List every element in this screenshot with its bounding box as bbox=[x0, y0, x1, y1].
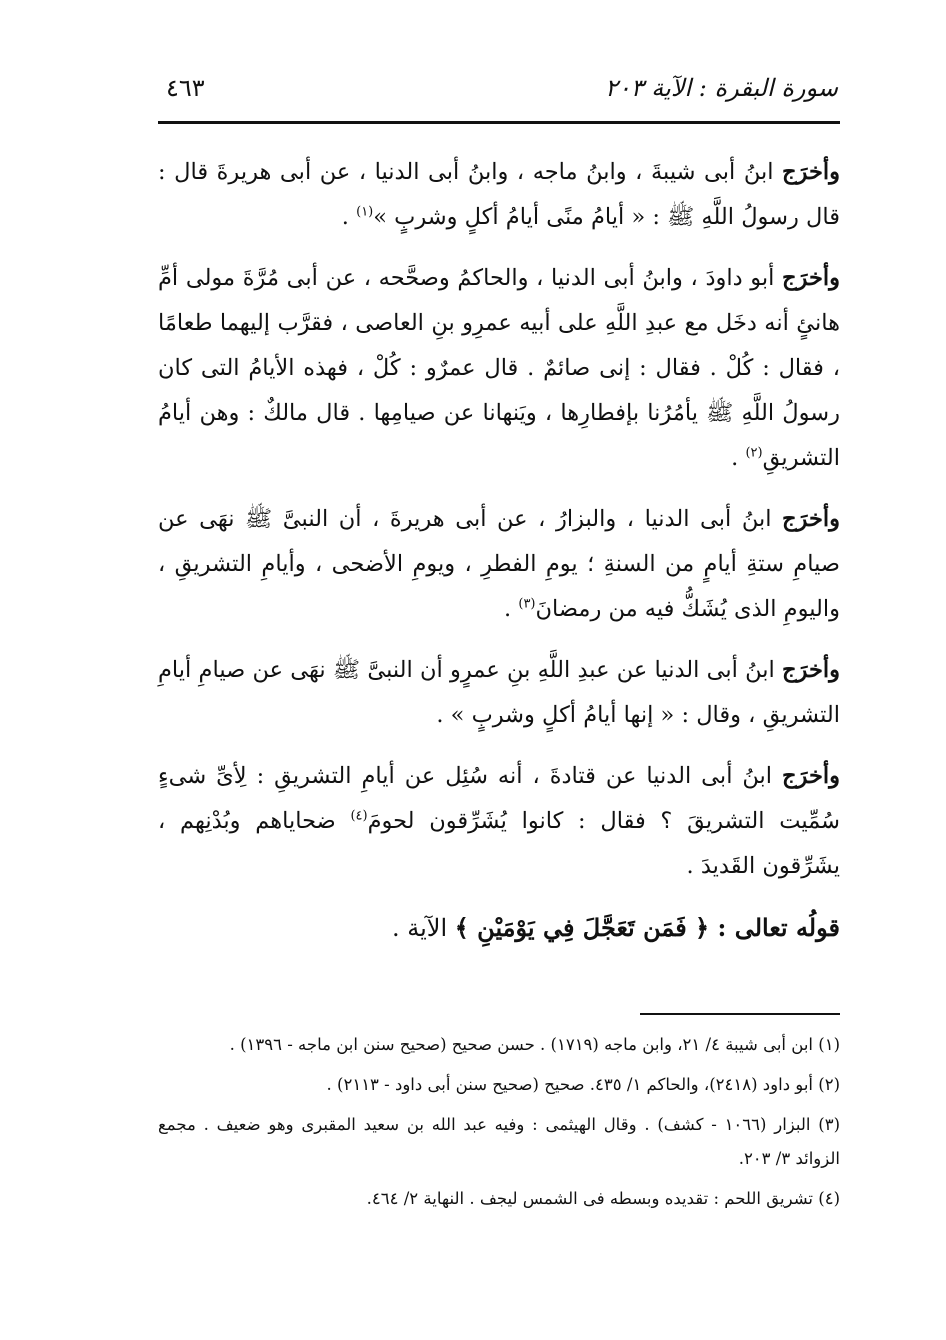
verse-lead: قولُه تعالى : bbox=[709, 913, 840, 942]
paragraph-text: ابنُ أبى شيبةَ ، وابنُ ماجه ، وابنُ أبى الدنيا ، عن أبى هريرةَ قال : قال رسولُ اللَّهِ ﷺ : « أيامُ منًى أيامُ أكلٍ وشربٍ » bbox=[158, 159, 840, 230]
page-header bbox=[160, 72, 838, 116]
footnote-mark: (١) bbox=[356, 204, 374, 220]
paragraph-text: ابنُ أبى الدنيا عن قتادةَ ، أنه سُئِل عن أيامِ التشريقِ : لِأىِّ شىءٍ سُمِّيت التشريقَ ؟ فقال : كانوا يُشَرِّقون لحومَ bbox=[158, 763, 840, 834]
paragraph-3 bbox=[158, 497, 840, 632]
paragraph-lead: وأخرَج bbox=[782, 506, 840, 532]
verse-heading bbox=[158, 905, 840, 951]
paragraph-tail: ضحاياهم وبُدْنِهم ، يشَرِّقون القَديدَ . bbox=[158, 808, 840, 879]
footnote-1: (١) ابن أبى شيبة ٤/ ٢١، وابن ماجه (١٧١٩) . حسن صحيح (صحيح سنن ابن ماجه - ١٣٩٦) . bbox=[229, 1035, 840, 1054]
paragraph-5 bbox=[158, 754, 840, 889]
footnote-2: (٢) أبو داود (٢٤١٨)، والحاكم ١/ ٤٣٥. صحيح (صحيح سنن أبى داود - ٢١١٣) . bbox=[326, 1075, 840, 1094]
paragraph-tail: . bbox=[504, 596, 519, 622]
paragraph-lead: وأخرَج bbox=[782, 159, 840, 185]
paragraph-4 bbox=[158, 648, 840, 738]
paragraph-1 bbox=[158, 150, 840, 240]
footnote-mark: (٤) bbox=[350, 808, 368, 824]
paragraph-2 bbox=[158, 256, 840, 481]
main-text bbox=[158, 150, 840, 951]
page-number: ٤٦٣ bbox=[166, 74, 205, 102]
paragraph-lead: وأخرَج bbox=[782, 265, 840, 291]
running-title: سورة البقرة : الآية ٢٠٣ bbox=[604, 74, 838, 102]
paragraph-lead: وأخرَج bbox=[782, 657, 840, 683]
paragraph-text: أبو داودَ ، وابنُ أبى الدنيا ، والحاكمُ وصحَّحه ، عن أبى مُرَّةَ مولى أمِّ هانئٍ أنه دخَل مع عبدِ اللَّهِ على أبيه عمرِو بنِ العاصى ، فقرَّب إليهما طعامًا ، فقال : كُلْ . فقال : إنى صائمٌ . قال عمرٌو : كُلْ ، فهذه الأيامُ التى كان رسولُ اللَّهِ ﷺ يأمُرُنا بإفطارِها ، ويَنهانا عن صيامِها . قال مالكٌ : وهن أيامُ التشريقِ bbox=[158, 265, 840, 471]
footnote-4: (٤) تشريق اللحم : تقديده وبسطه فى الشمس ليجف . النهاية ٢/ ٤٦٤. bbox=[366, 1189, 840, 1208]
paragraph-text: ابنُ أبى الدنيا ، والبزارُ ، عن أبى هريرةَ ، أن النبىَّ ﷺ نهَى عن صيامِ ستةِ أيامٍ من السنةِ ؛ يومِ الفطرِ ، ويومِ الأضحى ، وأيامِ التشريقِ ، واليومِ الذى يُشَكُّ فيه من رمضانَ bbox=[158, 506, 840, 622]
header-rule bbox=[158, 121, 840, 124]
verse-tail: الآية . bbox=[391, 914, 455, 942]
quran-verse: ﴿ فَمَن تَعَجَّلَ فِي يَوْمَيْنِ ﴾ bbox=[454, 913, 710, 942]
paragraph-text: ابنُ أبى الدنيا عن عبدِ اللَّهِ بنِ عمرٍو أن النبىَّ ﷺ نهَى عن صيامِ أيامِ التشريقِ ، وقال : « إنها أيامُ أكلٍ وشربٍ » . bbox=[158, 657, 840, 728]
footnote-rule bbox=[640, 1013, 840, 1015]
footnotes bbox=[158, 1028, 840, 1222]
paragraph-tail: . bbox=[731, 445, 746, 471]
footnote-3: (٣) البزار (١٠٦٦ - كشف) . وقال الهيثمى : وفيه عبد الله بن سعيد المقبرى وهو ضعيف . مجمع الزوائد ٣/ ٢٠٣. bbox=[158, 1115, 840, 1168]
footnote-mark: (٢) bbox=[745, 445, 763, 461]
footnote-mark: (٣) bbox=[518, 596, 536, 612]
paragraph-tail: . bbox=[341, 204, 357, 230]
paragraph-lead: وأخرَج bbox=[782, 763, 840, 789]
